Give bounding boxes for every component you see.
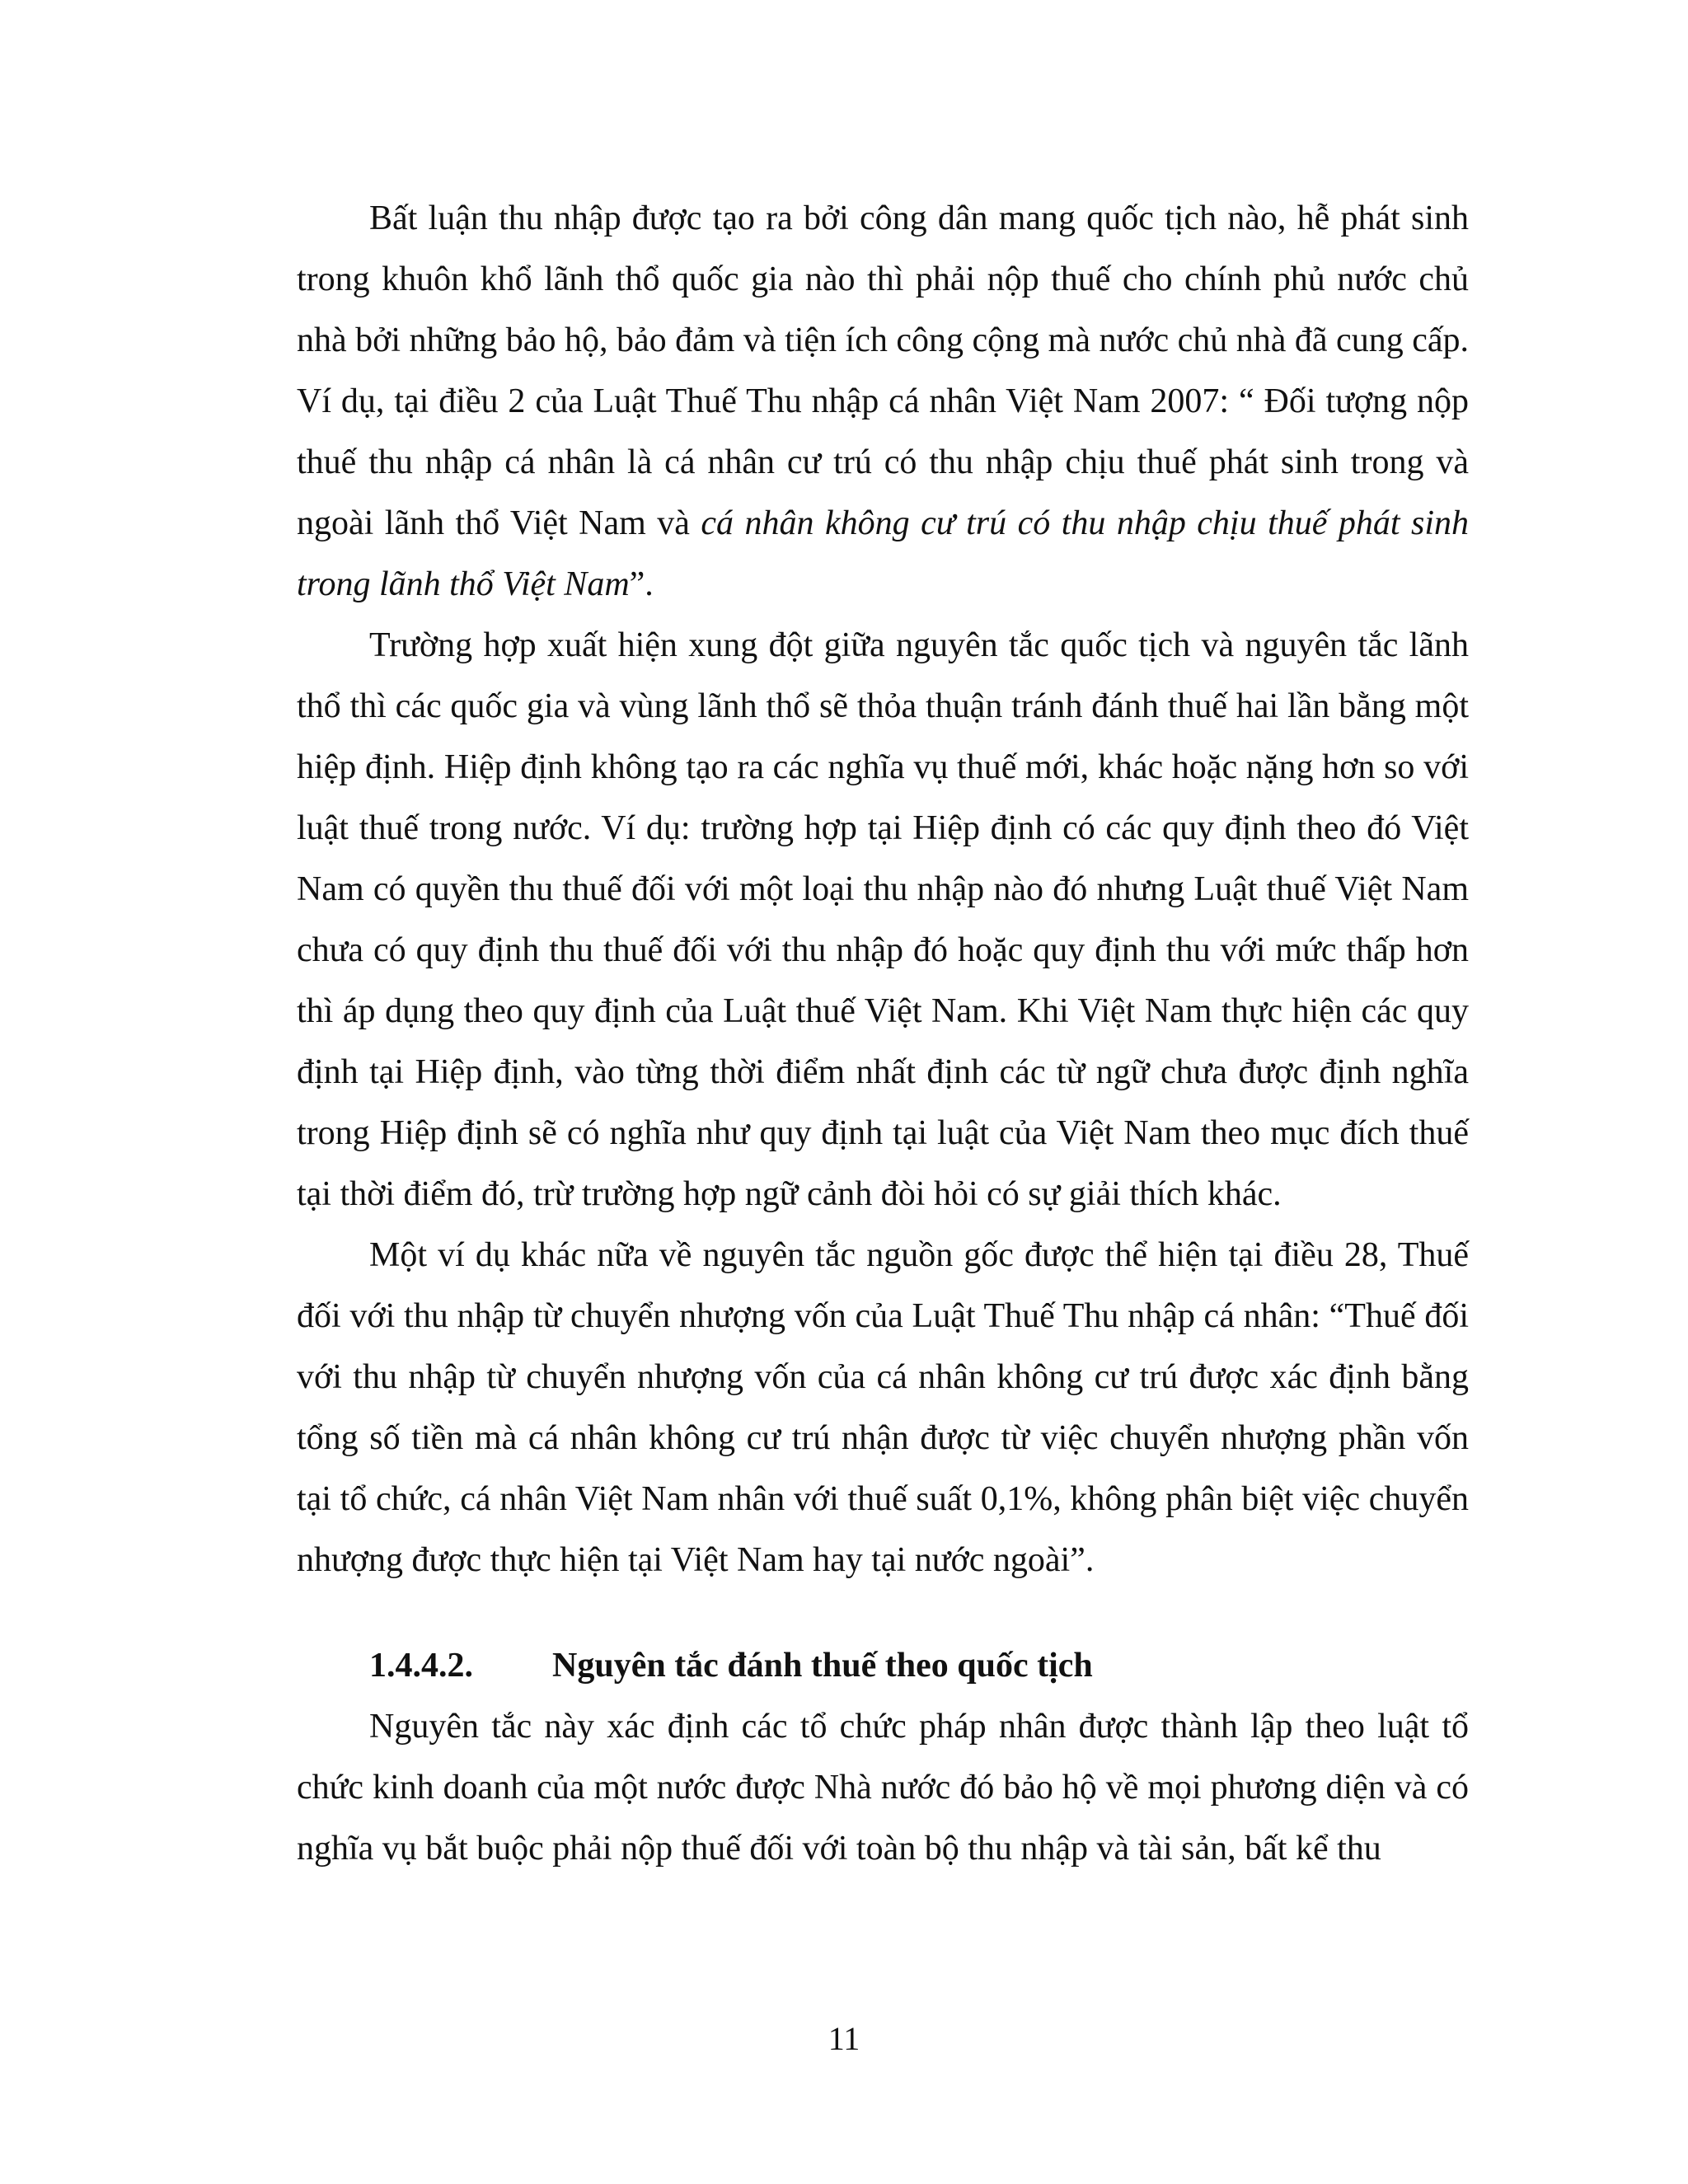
- section-title: Nguyên tắc đánh thuế theo quốc tịch: [552, 1647, 1093, 1685]
- paragraph-1-closing: ”.: [629, 565, 654, 603]
- section-heading: [297, 1635, 1469, 1696]
- page-number: 11: [828, 2020, 860, 2057]
- section-number: 1.4.4.2.: [369, 1647, 473, 1685]
- paragraph-1-text: Bất luận thu nhập được tạo ra bởi công dân mang quốc tịch nào, hễ phát sinh trong khuôn khổ lãnh thổ quốc gia nào thì phải nộp thuế cho chính phủ nước chủ nhà bởi những bảo hộ, bảo đảm và tiện ích công cộng mà nước chủ nhà đã cung cấp. Ví dụ, tại điều 2 của Luật Thuế Thu nhập cá nhân Việt Nam 2007: “ Đối tượng nộp thuế thu nhập cá nhân là cá nhân cư trú có thu nhập chịu thuế phát sinh trong và ngoài lãnh thổ Việt Nam và: [297, 199, 1469, 542]
- paragraph-1: [297, 188, 1469, 615]
- paragraph-1-italic-quote: cá nhân không cư trú có thu nhập chịu thuế phát sinh trong lãnh thổ Việt Nam: [297, 504, 1469, 603]
- paragraph-2: Trường hợp xuất hiện xung đột giữa nguyên tắc quốc tịch và nguyên tắc lãnh thổ thì các quốc gia và vùng lãnh thổ sẽ thỏa thuận tránh đánh thuế hai lần bằng một hiệp định. Hiệp định không tạo ra các nghĩa vụ thuế mới, khác hoặc nặng hơn so với luật thuế trong nước. Ví dụ: trường hợp tại Hiệp định có các quy định theo đó Việt Nam có quyền thu thuế đối với một loại thu nhập nào đó nhưng Luật thuế Việt Nam chưa có quy định thu thuế đối với thu nhập đó hoặc quy định thu với mức thấp hơn thì áp dụng theo quy định của Luật thuế Việt Nam. Khi Việt Nam thực hiện các quy định tại Hiệp định, vào từng thời điểm nhất định các từ ngữ chưa được định nghĩa trong Hiệp định sẽ có nghĩa như quy định tại luật của Việt Nam theo mục đích thuế tại thời điểm đó, trừ trường hợp ngữ cảnh đòi hỏi có sự giải thích khác.: [297, 626, 1469, 1213]
- document-body: [297, 188, 1469, 1879]
- paragraph-3: Một ví dụ khác nữa về nguyên tắc nguồn gốc được thể hiện tại điều 28, Thuế đối với thu nhập từ chuyển nhượng vốn của Luật Thuế Thu nhập cá nhân: “Thuế đối với thu nhập từ chuyển nhượng vốn của cá nhân không cư trú được xác định bằng tổng số tiền mà cá nhân không cư trú nhận được từ việc chuyển nhượng phần vốn tại tổ chức, cá nhân Việt Nam nhân với thuế suất 0,1%, không phân biệt việc chuyển nhượng được thực hiện tại Việt Nam hay tại nước ngoài”.: [297, 1236, 1469, 1579]
- paragraph-4: Nguyên tắc này xác định các tổ chức pháp nhân được thành lập theo luật tổ chức kinh doanh của một nước được Nhà nước đó bảo hộ về mọi phương diện và có nghĩa vụ bắt buộc phải nộp thuế đối với toàn bộ thu nhập và tài sản, bất kể thu: [297, 1708, 1469, 1868]
